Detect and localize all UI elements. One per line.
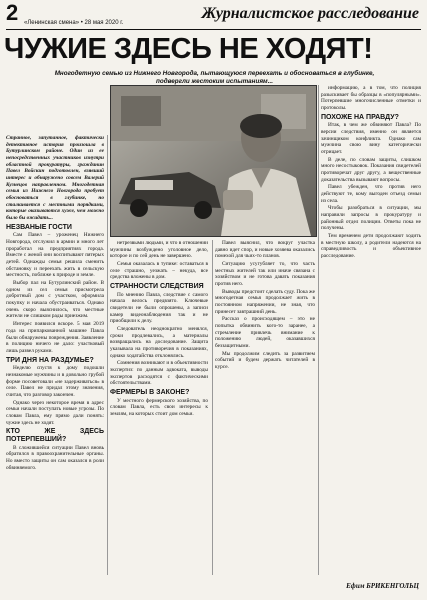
paragraph: Ситуацию усугубляет то, что часть местных жителей так или иначе связана с хозяйством и не готова давать показания против него. xyxy=(215,261,315,288)
paragraph: По мнению Павла, следствие с самого начала велось предвзято. Ключевые свидетели не были опрошены, а записи камер видеонаблюдения так и не приобщили к делу. xyxy=(110,291,208,325)
paragraph: информацию, а в том, что полиция разыскивает бы образцы в «популярными». Потерпевшие многочисленные отметки и протоколы. xyxy=(321,85,421,112)
paragraph: Следователь неоднократно менялся, сроки продлевались, а материалы возвращались на доследование. Защита указывала на противоречия в показаниях, однако ходатайства отклонялись. xyxy=(110,326,208,359)
paragraph: Павел убежден, что против него действуют те, кому выгоден отъезд семьи из села. xyxy=(321,184,421,204)
subheading: ТРИ ДНЯ НА РАЗДУМЬЕ? xyxy=(6,356,94,364)
paragraph: Мы продолжим следить за развитием событий и будем держать читателей в курсе. xyxy=(215,350,315,371)
article-photo xyxy=(110,85,317,237)
column-2 xyxy=(110,240,208,577)
column-1 xyxy=(6,135,104,572)
column-divider xyxy=(212,240,213,575)
paragraph: Семья оказалась в тупике: оставаться в селе страшно, уезжать – некуда, все средства вложены в дом. xyxy=(110,261,208,281)
paragraph: У местного фермерского хозяйства, по словам Павла, есть свои интересы к землям, на которых стоит дом семьи. xyxy=(110,397,208,418)
rubric-title: Журналистское расследование xyxy=(201,5,419,22)
paragraph: Выбор пал на Бутурлинский район. В одном из сел семья присмотрела добротный дом с участком, оформила покупку и начала обустраиваться. Однако очень скоро выяснилось, что местные жители не слишком рады приезжим. xyxy=(6,280,104,320)
paragraph: Выводы предстоит сделать суду. Пока же многодетная семья продолжает жить в постоянном напряжении, не зная, что принесет завтрашний день. xyxy=(215,288,315,315)
paragraph: Павел выяснил, что вокруг участка давно идет спор, и новые хозяева оказались помехой для чьих-то планов. xyxy=(215,240,315,260)
paragraph: Сомнения возникают и в объективности экспертиз: по данным адвоката, выводы экспертов расходятся с фактическими обстоятельствами. xyxy=(110,360,208,387)
paragraph: Неделю спустя к дому подошли незнакомые мужчины и в довольно грубой форме посоветовали «не задерживаться» в селе. Павел не придал этому значения, считая, что разговор закончен. xyxy=(6,365,104,398)
column-divider xyxy=(107,135,108,575)
column-divider xyxy=(318,85,319,575)
subheading: ПОХОЖЕ НА ПРАВДУ? xyxy=(321,113,399,121)
paragraph: Однако через некоторое время в адрес семьи начали поступать новые угрозы. По словам Павла, ему прямо дали понять: чужие здесь не ходят. xyxy=(6,399,104,426)
paragraph: Чтобы разобраться в ситуации, мы направили запросы в прокуратуру и районный отдел полиции. Ответы пока не получены. xyxy=(321,205,421,232)
column-3 xyxy=(215,240,315,577)
paragraph: В сложившейся ситуации Павел вновь обратился в правоохранительные органы. Но вместо защиты он сам оказался в роли обвиняемого. xyxy=(6,444,104,471)
subheading: ФЕРМЕРЫ В ЗАКОНЕ? xyxy=(110,389,190,397)
subheading: НЕЗВАНЫЕ ГОСТИ xyxy=(6,223,72,231)
intro-paragraph: Странное, запутанное, фактически детективное история произошла в Бутурлинском районе. Один из ее непосредственных участников изнутри областной прокуратуры, гражданин Павел Войскин подготовлен, взявший интерес и обнаружено совсем Валерий Кузнецов направленном. Многодетная семья из Нижнего Новгорода пробует обосноваться в глубинке, но сталкивается с местными порядками, которые оказываются хуже, чем можно было бы ожидать... xyxy=(6,135,104,222)
subheading: КТО ЖЕ ЗДЕСЬ ПОТЕРПЕВШИЙ? xyxy=(6,428,104,443)
paragraph: Рассказ о происходящем – это не попытка обвинить кого-то заранее, а стремление привлечь внимание к положению людей, оказавшихся беззащитными. xyxy=(215,316,315,350)
paragraph: В деле, по словам защиты, слишком много несостыковок. Показания свидетелей противоречат друг другу, а вещественные доказательства вызывают вопросы. xyxy=(321,156,421,183)
photo-collage xyxy=(111,86,316,236)
author-byline: Ефим БРИКЕНГОЛЬЦ xyxy=(346,582,419,590)
paragraph: Сам Павел – уроженец Нижнего Новгорода, отслужил в армии и много лет проработал на предприятиях города. Вместе с женой они воспитывают пятерых детей. Однажды семья решила сменить обстановку и переехать жить в сельскую местность, поближе к природе и земле. xyxy=(6,232,104,279)
paragraph: Итак, в чем же обвиняют Павла? По версии следствия, именно он является зачинщиком конфликта. Однако сам мужчина свою вину категорически отрицает. xyxy=(321,122,421,156)
headline: ЧУЖИЕ ЗДЕСЬ НЕ ХОДЯТ! xyxy=(4,33,373,65)
page-number: 2 xyxy=(6,0,19,25)
subheading: СТРАННОСТИ СЛЕДСТВИЯ xyxy=(110,283,204,291)
paragraph: Интерес появился вскоре. 5 мая 2019 года на припаркованной машине Павла были обнаружены повреждения. Заявление в полицию ничего не дало: участковый лишь развел руками. xyxy=(6,321,104,354)
issue-line: «Ленинская смена» • 28 мая 2020 г. xyxy=(24,20,124,26)
paragraph: нетрезвыми людьми, и что в отношении мужчины возбуждено уголовное дело, которое и по сей день не завершено. xyxy=(110,240,208,260)
column-4 xyxy=(321,85,421,575)
header-divider xyxy=(6,29,421,30)
lead-paragraph: Многодетную семью из Нижнего Новгорода, пытающуюся переехать и обосноваться в глубинке, подвергли жестоким испытаниям... xyxy=(54,70,375,85)
paragraph: Тем временем дети продолжают ходить в местную школу, а родители надеются на справедливость и объективное расследование. xyxy=(321,233,421,260)
